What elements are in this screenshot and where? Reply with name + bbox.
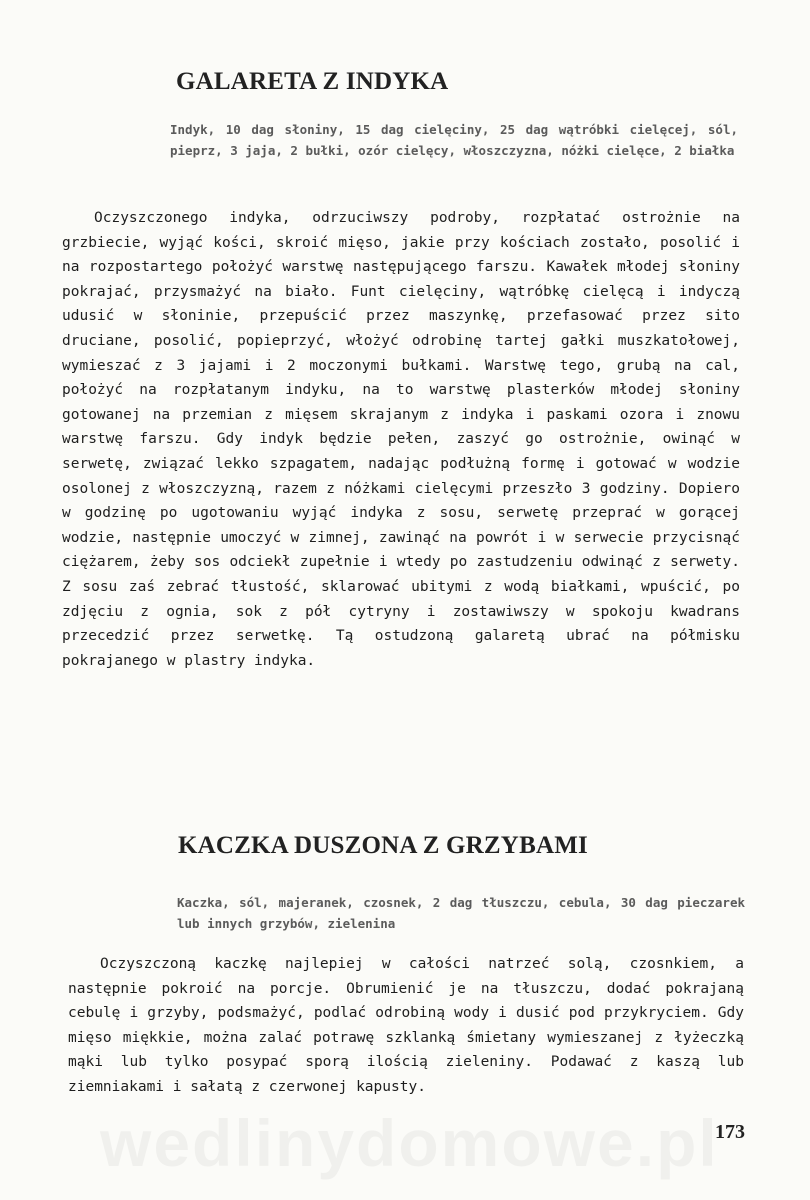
ingredients-list: Kaczka, sól, majeranek, czosnek, 2 dag tłuszczu, cebula, 30 dag pieczarek lub innych grzybów, zielenina (177, 895, 745, 931)
ingredients-list: Indyk, 10 dag słoniny, 15 dag cielęciny, 25 dag wątróbki cielęcej, sól, pieprz, 3 jaja, 2 bułki, ozór cielęcy, włoszczyzna, nóżki cielęce, 2 białka (170, 122, 738, 158)
recipe-instructions: Oczyszczonego indyka, odrzuciwszy podroby, rozpłatać ostrożnie na grzbiecie, wyjąć kości, skroić mięso, jakie przy kościach zostało, posolić i na rozpostartego położyć warstwę następującego farszu. Kawałek młodej słoniny pokrajać, przysmażyć na biało. Funt cielęciny, wątróbkę cielęcą i indyczą udusić w słoninie, przepuścić przez maszynkę, przefasować przez sito druciane, posolić, popieprzyć, włożyć odrobinę tartej gałki muszkatołowej, wymieszać z 3 jajami i 2 moczonymi bułkami. Warstwę tego, grubą na cal, położyć na rozpłatanym indyku, na to warstwę plasterków młodej słoniny gotowanej na przemian z mięsem skrajanym z indyka i paskami ozora i znowu warstwę farszu. Gdy indyk będzie pełen, zaszyć go ostrożnie, owinąć w serwetę, związać lekko szpagatem, nadając podłużną formę i gotować w wodzie osolonej z włoszczyzną, razem z nóżkami cielęcymi przeszło 3 godziny. Dopiero w godzinę po ugotowaniu wyjąć indyka z sosu, serwetę przeprać w gorącej wodzie, następnie umoczyć w zimnej, zawinąć na powrót i w serwecie przycisnąć ciężarem, żeby sos odciekł zupełnie i wtedy po zastudzeniu odwinąć z serwety. Z sosu zaś zebrać tłustość, sklarować ubitymi z wodą białkami, wpuścić, po zdjęciu z ognia, sok z pół cytryny i zostawiwszy w spokoju kwadrans przecedzić przez serwetkę. Tą ostudzoną galaretą ubrać na półmisku pokrajanego w plastry indyka. (62, 210, 740, 669)
recipe-instructions: Oczyszczoną kaczkę najlepiej w całości natrzeć solą, czosnkiem, a następnie pokroić na porcje. Obrumienić je na tłuszczu, dodać pokrajaną cebulę i grzyby, podsmażyć, podlać odrobiną wody i dusić pod przykryciem. Gdy mięso miękkie, można zalać potrawę szklanką śmietany wymieszanej z łyżeczką mąki lub tylko posypać sporą ilością zieleniny. Podawać z kaszą lub ziemniakami i sałatą z czerwonej kapusty. (68, 956, 744, 1095)
page-number: 173 (715, 1121, 745, 1143)
recipe-title: GALARETA Z INDYKA (176, 68, 449, 95)
watermark (100, 1105, 719, 1181)
recipe-title: KACZKA DUSZONA Z GRZYBAMI (178, 832, 588, 859)
